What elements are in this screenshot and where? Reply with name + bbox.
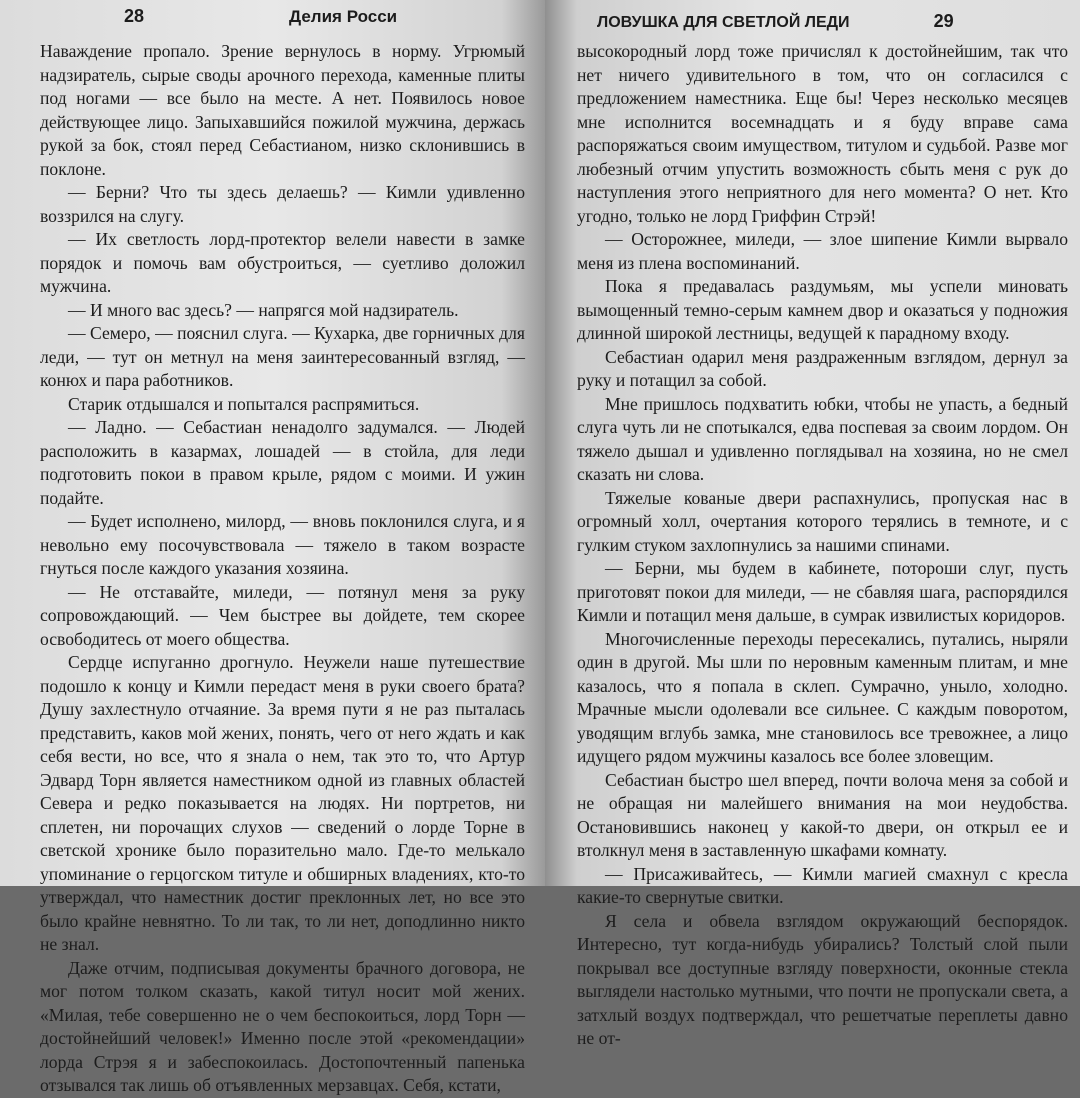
paragraph: Даже отчим, подписывая документы брачного договора, не мог потом толком сказать, какой титул носит мой жених. «Милая, тебе совершенно не о чем беспокоиться, лорд Торн — достойнейший человек!» Именно после этой «рекомендации» лорда Стрэя я и забеспокоилась. Достопочтенный папенька отзывался так лишь об отъявленных мерзавцах. Себя, кстати,	[40, 957, 525, 1095]
paragraph: — И много вас здесь? — напрягся мой надзиратель.	[68, 299, 459, 320]
paragraph: — Их светлость лорд-протектор велели навести в замке порядок и помочь вам обустроиться, — суетливо доложил мужчина.	[40, 229, 525, 296]
paragraph: Старик отдышался и попытался распрямиться.	[68, 393, 420, 414]
running-head-author: Делия Росси	[289, 7, 398, 26]
paragraph: Себастиан одарил меня раздраженным взглядом, дернул за руку и потащил за собой.	[577, 346, 1068, 390]
paragraph: Мне пришлось подхватить юбки, чтобы не упасть, а бедный слуга чуть ли не спотыкался, едва поспевая за своим лордом. Он тяжело дышал и удивленно поглядывал на хозяина, но не смел сказать ни слова.	[577, 393, 1068, 484]
paragraph: Наваждение пропало. Зрение вернулось в норму. Угрюмый надзиратель, сырые своды арочного перехода, каменные плиты под ногами — все было на месте. А нет. Появилось новое действующее лицо. Запыхавшийся пожилой мужчина, держась рукой за бок, стоял перед Себастианом, низко склонившись в поклоне.	[40, 41, 525, 179]
paragraph: Сердце испуганно дрогнуло. Неужели наше путешествие подошло к концу и Кимли передаст меня в руки своего брата? Душу захлестнуло отчаяние. За время пути я не раз пыталась представить, каков мой жених, понять, чего от него ждать и как себя вести, но все, что я знала о нем, так это то, что Артур Эдвард Торн является наместником одной из главных областей Севера и редко показывается на людях. Ни портретов, ни сплетен, ни порочащих слухов — сведений о лорде Торне в светской хронике было поразительно мало. Где-то мелькало упоминание о герцогском титуле и обширных владениях, кто-то утверждал, что наместник достиг преклонных лет, но все это было крайне невнятно. То ли так, то ли нет, доподлинно никто не знал.	[40, 652, 525, 954]
paragraph: Себастиан быстро шел вперед, почти волоча меня за собой и не обращая ни малейшего внимания на мои неудобства. Остановившись наконец у какой-то двери, он открыл ее и втолкнул меня в заставленную шкафами комнату.	[577, 769, 1068, 860]
paragraph: Пока я предавалась раздумьям, мы успели миновать вымощенный темно-серым камнем двор и оказаться у подножия длинной широкой лестницы, ведущей к парадному входу.	[577, 276, 1068, 343]
left-page-text	[40, 40, 525, 1098]
paragraph: — Берни, мы будем в кабинете, потороши слуг, пусть приготовят покои для миледи, — не сбавляя шага, распорядился Кимли и потащил меня дальше, в сумрак извилистых коридоров.	[577, 558, 1068, 625]
page-number: 28	[124, 6, 145, 26]
running-head-title: ЛОВУШКА ДЛЯ СВЕТЛОЙ ЛЕДИ	[597, 14, 850, 31]
paragraph: — Берни? Что ты здесь делаешь? — Кимли удивленно воззрился на слугу.	[40, 182, 525, 226]
paragraph: — Не отставайте, миледи, — потянул меня за руку сопровождающий. — Чем быстрее вы дойдете, тем скорее освободитесь от моего общества.	[40, 581, 525, 649]
left-page-header	[40, 6, 525, 40]
paragraph: — Будет исполнено, милорд, — вновь поклонился слуга, и я невольно ему посочувствовала — тяжело в таком возрасте гнуться после каждого указания хозяина.	[40, 511, 525, 578]
paragraph: — Семеро, — пояснил слуга. — Кухарка, две горничных для леди, — тут он метнул на меня заинтересованный взгляд, — конюх и пара работников.	[40, 323, 525, 390]
right-page	[545, 0, 1080, 1048]
page-number: 29	[933, 11, 954, 31]
paragraph: — Присаживайтесь, — Кимли магией смахнул с кресла какие-то свернутые свитки.	[577, 863, 1068, 907]
paragraph: Многочисленные переходы пересекались, путались, ныряли один в другой. Мы шли по неровным каменным плитам, и мне казалось, что я попала в склеп. Сумрачно, уныло, холодно. Мрачные мысли одолевали все сильнее. С каждым поворотом, уводящим вглубь замка, мне становилось все тревожнее, а лицо идущего рядом мужчины казалось все более зловещим.	[577, 628, 1068, 766]
right-page-header	[577, 6, 1068, 40]
right-page-text	[577, 40, 1068, 1051]
paragraph: — Осторожнее, миледи, — злое шипение Кимли вырвало меня из плена воспоминаний.	[577, 229, 1068, 273]
paragraph: высокородный лорд тоже причислял к достойнейшим, так что нет ничего удивительного в том, что он согласился с предложением наместника. Еще бы! Через несколько месяцев мне исполнится восемнадцать и я буду вправе сама распоряжаться своим имуществом, титулом и судьбой. Разве мог любезный отчим упустить возможность сбыть меня с рук до наступления этого неприятного для него момента? О нет. Кто угодно, только не лорд Гриффин Стрэй!	[577, 41, 1068, 226]
paragraph: Я села и обвела взглядом окружающий беспорядок. Интересно, тут когда-нибудь убирались? Толстый слой пыли покрывал все доступные взгляду поверхности, оконные стекла выглядели настолько мутными, что почти не пропускали света, а затхлый воздух подтверждал, что решетчатые переплеты давно не от-	[577, 910, 1068, 1048]
paragraph: — Ладно. — Себастиан ненадолго задумался. — Людей расположить в казармах, лошадей — в стойла, для леди подготовить покои в правом крыле, рядом с моими. И ужин подайте.	[40, 417, 525, 508]
paragraph: Тяжелые кованые двери распахнулись, пропуская нас в огромный холл, очертания которого терялись в темноте, и с гулким стуком захлопнулись за нашими спинами.	[577, 487, 1068, 555]
